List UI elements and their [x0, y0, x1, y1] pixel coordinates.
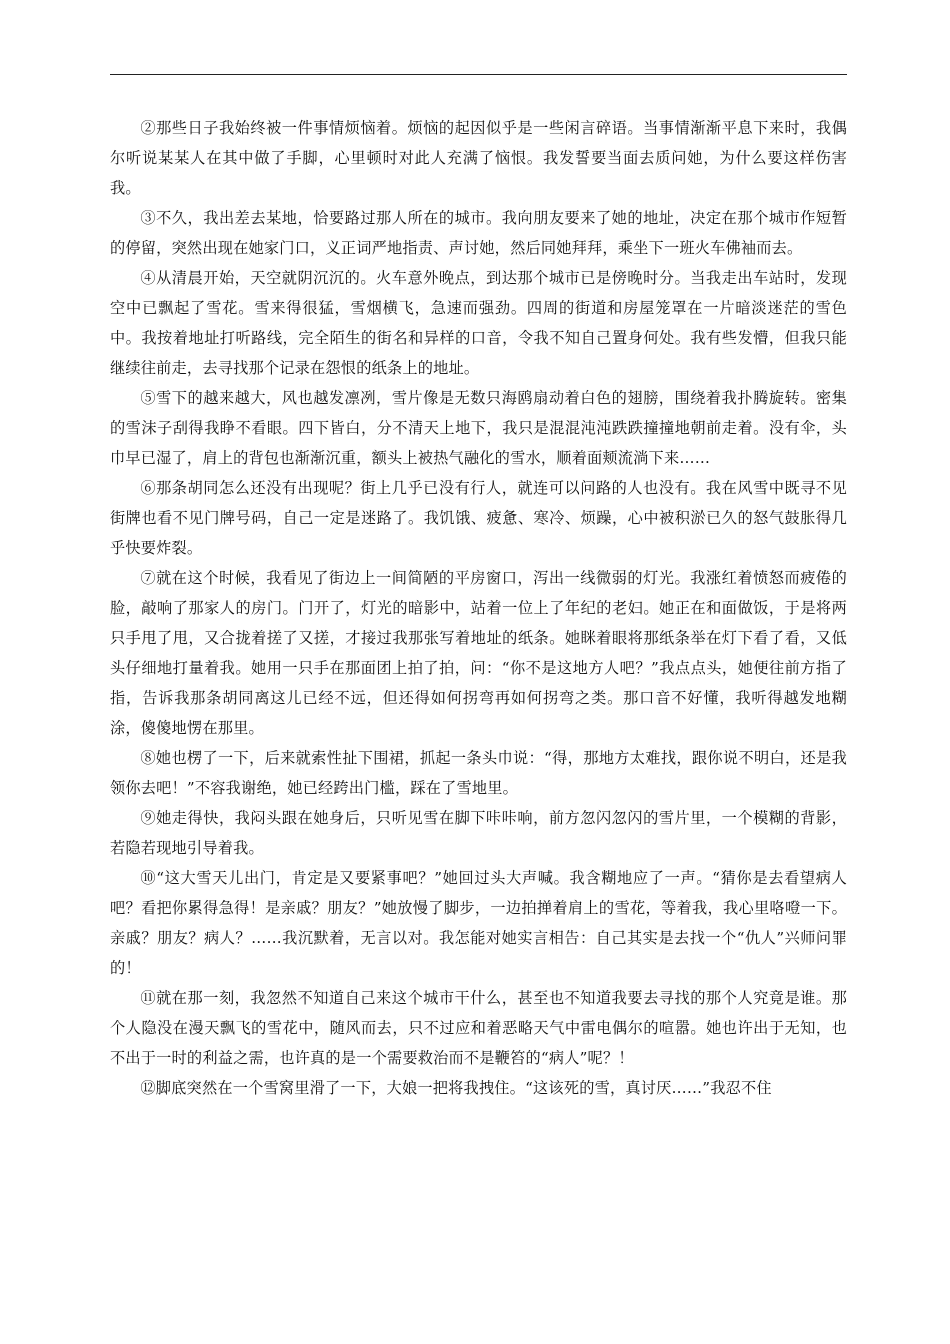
paragraph-10: ⑩“这大雪天儿出门，肯定是又要紧事吧？”她回过头大声喊。我含糊地应了一声。“猜你是去看望病人吧？看把你累得急得！是亲戚？朋友？”她放慢了脚步，一边拍掸着肩上的雪花，等着我，我心里咯噔一下。亲戚？朋友？病人？……我沉默着，无言以对。我怎能对她实言相告：自己其实是去找一个“仇人”兴师问罪的！ [110, 869, 847, 977]
article-body [110, 113, 847, 1103]
paragraph-12: ⑫脚底突然在一个雪窝里滑了一下，大娘一把将我拽住。“这该死的雪，真讨厌……”我忍不住 [140, 1079, 772, 1097]
paragraph-8: ⑧她也楞了一下，后来就索性扯下围裙，抓起一条头巾说：“得，那地方太难找，跟你说不明白，还是我领你去吧！”不容我谢绝，她已经跨出门槛，踩在了雪地里。 [110, 749, 847, 797]
paragraph-6: ⑥那条胡同怎么还没有出现呢？街上几乎已没有行人，就连可以问路的人也没有。我在风雪中既寻不见街牌也看不见门牌号码，自己一定是迷路了。我饥饿、疲惫、寒冷、烦躁，心中被积淤已久的怒气鼓胀得几乎快要炸裂。 [110, 479, 847, 557]
paragraph-11: ⑪就在那一刻，我忽然不知道自己来这个城市干什么，甚至也不知道我要去寻找的那个人究竟是谁。那个人隐没在漫天飘飞的雪花中，随风而去，只不过应和着恶略天气中雷电偶尔的喧嚣。她也许出于无知，也不出于一时的利益之需，也许真的是一个需要救治而不是鞭笞的“病人”呢？！ [110, 989, 847, 1067]
paragraph-2: ②那些日子我始终被一件事情烦恼着。烦恼的起因似乎是一些闲言碎语。当事情渐渐平息下来时，我偶尔听说某某人在其中做了手脚，心里顿时对此人充满了恼恨。我发誓要当面去质问她，为什么要这样伤害我。 [110, 119, 847, 197]
paragraph-3: ③不久，我出差去某地，恰要路过那人所在的城市。我向朋友要来了她的地址，决定在那个城市作短暂的停留，突然出现在她家门口，义正词严地指责、声讨她，然后同她拜拜，乘坐下一班火车佛袖而去。 [110, 209, 847, 257]
paragraph-7: ⑦就在这个时候，我看见了街边上一间简陋的平房窗口，泻出一线微弱的灯光。我涨红着愤怒而疲倦的脸，敲响了那家人的房门。门开了，灯光的暗影中，站着一位上了年纪的老妇。她正在和面做饭，于是将两只手甩了甩，又合拢着搓了又搓，才接过我那张写着地址的纸条。她眯着眼将那纸条举在灯下看了看，又低头仔细地打量着我。她用一只手在那面团上拍了拍，问：“你不是这地方人吧？”我点点头，她便往前方指了指，告诉我那条胡同离这儿已经不远，但还得如何拐弯再如何拐弯之类。那口音不好懂，我听得越发地糊涂，傻傻地愣在那里。 [110, 569, 847, 737]
paragraph-5: ⑤雪下的越来越大，风也越发凛冽，雪片像是无数只海鸥扇动着白色的翅膀，围绕着我扑腾旋转。密集的雪沫子刮得我睁不看眼。四下皆白，分不清天上地下，我只是混混沌沌跌跌撞撞地朝前走着。没有伞，头巾早已湿了，肩上的背包也渐渐沉重，额头上被热气融化的雪水，顺着面颊流淌下来…… [110, 389, 847, 467]
paragraph-9: ⑨她走得快，我闷头跟在她身后，只听见雪在脚下咔咔响，前方忽闪忽闪的雪片里，一个模糊的背影，若隐若现地引导着我。 [110, 809, 847, 857]
paragraph-4: ④从清晨开始，天空就阴沉沉的。火车意外晚点，到达那个城市已是傍晚时分。当我走出车站时，发现空中已飘起了雪花。雪来得很猛，雪烟横飞，急速而强劲。四周的街道和房屋笼罩在一片暗淡迷茫的雪色中。我按着地址打听路线，完全陌生的街名和异样的口音，令我不知自己置身何处。我有些发懵，但我只能继续往前走，去寻找那个记录在怨恨的纸条上的地址。 [110, 269, 847, 377]
header-rule [110, 74, 847, 75]
